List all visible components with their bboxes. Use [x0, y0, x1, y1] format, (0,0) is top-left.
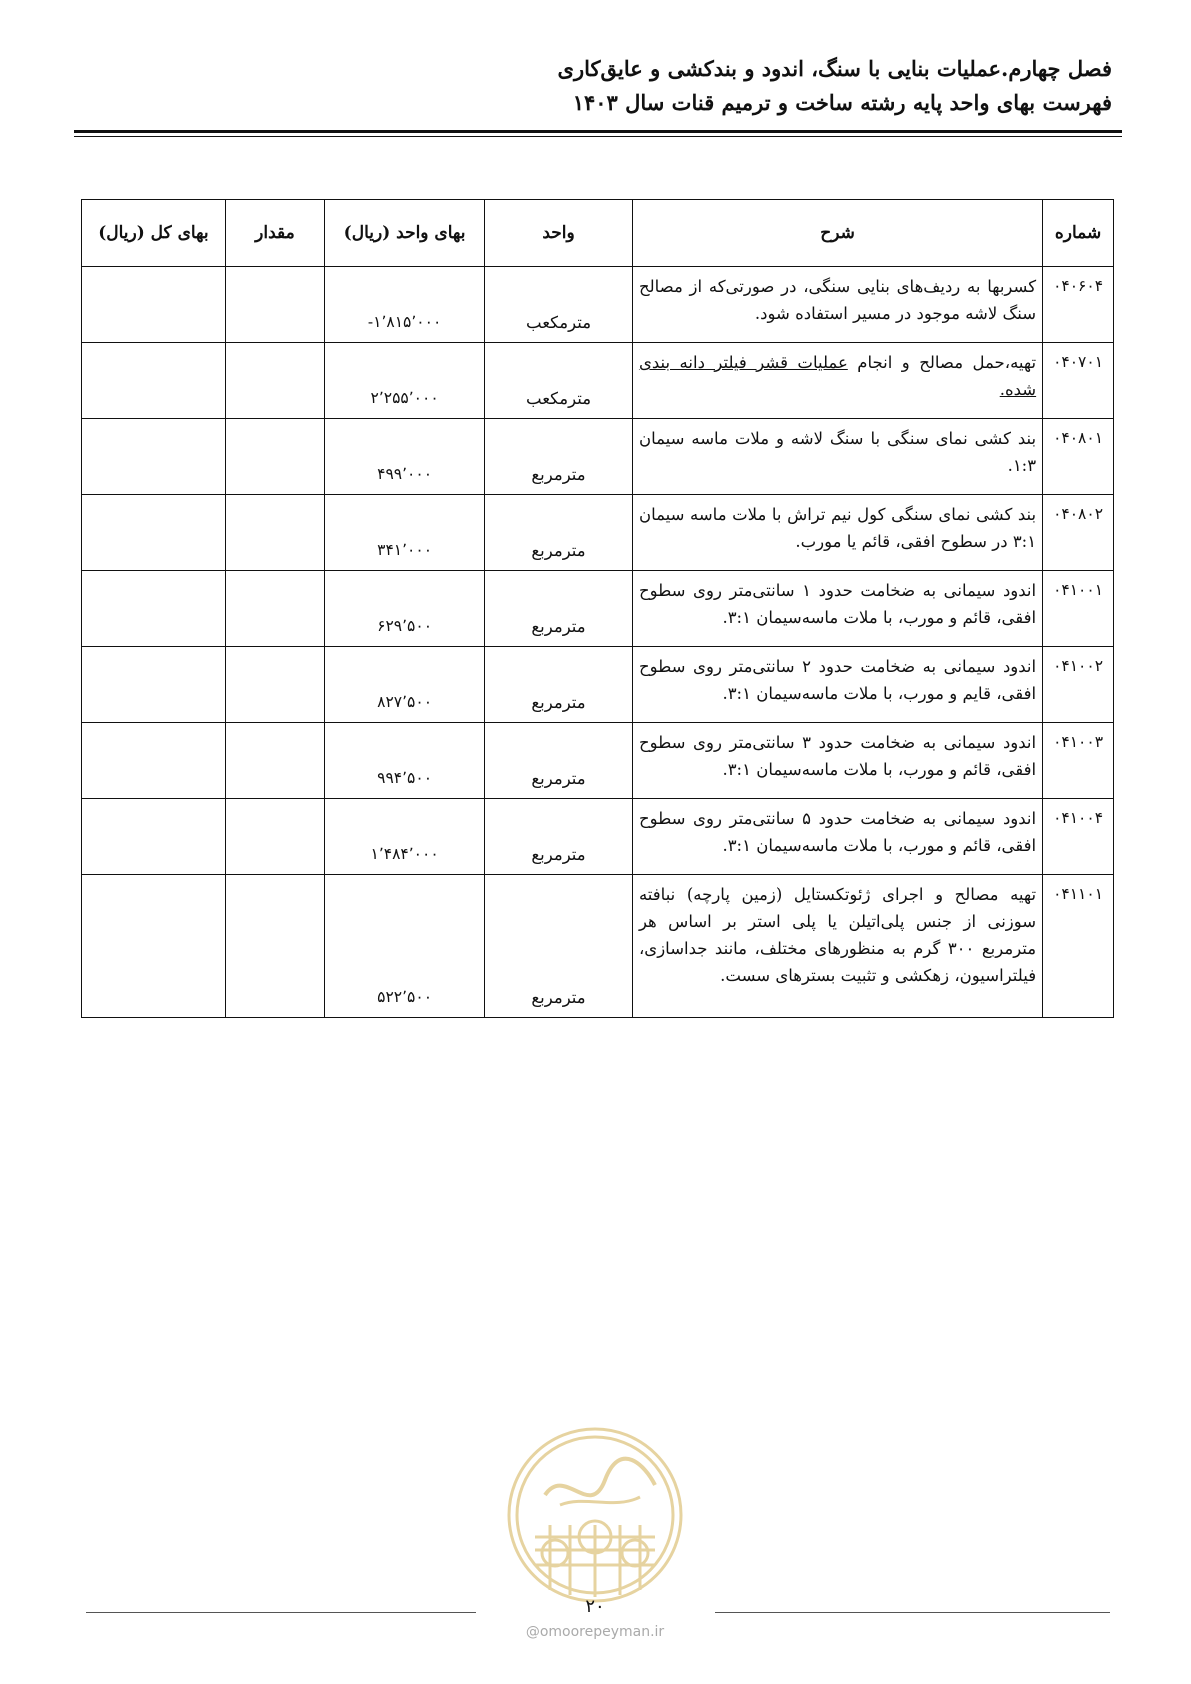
- item-description: اندود سیمانی به ضخامت حدود ۲ سانتی‌متر روی سطوح افقی، قایم و مورب، با ملات ماسه‌سیمان ۳:۱.: [632, 647, 1042, 723]
- item-total: [82, 419, 226, 495]
- item-quantity: [225, 419, 324, 495]
- item-description: اندود سیمانی به ضخامت حدود ۳ سانتی‌متر روی سطوح افقی، قائم و مورب، با ملات ماسه‌سیمان ۳:۱.: [632, 723, 1042, 799]
- item-code: ۰۴۱۱۰۱: [1043, 875, 1114, 1018]
- page-header: [74, 52, 1112, 120]
- item-total: [82, 267, 226, 343]
- item-unit-price: ۱٬۴۸۴٬۰۰۰: [325, 799, 485, 875]
- item-code: ۰۴۰۸۰۲: [1043, 495, 1114, 571]
- item-unit: مترمربع: [485, 419, 633, 495]
- item-quantity: [225, 723, 324, 799]
- item-code: ۰۴۱۰۰۴: [1043, 799, 1114, 875]
- table-row: [82, 571, 1114, 647]
- item-quantity: [225, 495, 324, 571]
- item-unit-price: ۹۹۴٬۵۰۰: [325, 723, 485, 799]
- item-quantity: [225, 875, 324, 1018]
- item-total: [82, 723, 226, 799]
- col-header-unit: واحد: [485, 200, 633, 267]
- item-description-plain: تهیه،حمل مصالح و انجام: [847, 353, 1037, 372]
- item-code: ۰۴۰۶۰۴: [1043, 267, 1114, 343]
- item-unit: مترمربع: [485, 571, 633, 647]
- table-header-row: [82, 200, 1114, 267]
- item-unit-price: -۱٬۸۱۵٬۰۰۰: [325, 267, 485, 343]
- item-code: ۰۴۱۰۰۳: [1043, 723, 1114, 799]
- table-row: [82, 495, 1114, 571]
- table-row: [82, 267, 1114, 343]
- item-code: ۰۴۱۰۰۱: [1043, 571, 1114, 647]
- item-description: تهیه مصالح و اجرای ژئوتکستایل (زمین پارچه) نبافته سوزنی از جنس پلی‌اتیلن یا پلی استر بر اساس هر مترمربع ۳۰۰ گرم به منظورهای مختلف، مانند جداسازی، فیلتراسیون، زهکشی و تثبیت بسترهای سست.: [632, 875, 1042, 1018]
- item-quantity: [225, 343, 324, 419]
- item-description: اندود سیمانی به ضخامت حدود ۵ سانتی‌متر روی سطوح افقی، قائم و مورب، با ملات ماسه‌سیمان ۳:۱.: [632, 799, 1042, 875]
- item-quantity: [225, 799, 324, 875]
- footer-url: @omoorepeyman.ir: [525, 1624, 665, 1640]
- col-header-quantity: مقدار: [225, 200, 324, 267]
- table-row: [82, 343, 1114, 419]
- item-code: ۰۴۰۷۰۱: [1043, 343, 1114, 419]
- item-description: [632, 343, 1042, 419]
- item-unit: مترمربع: [485, 723, 633, 799]
- footer-rule-right: [715, 1612, 1110, 1613]
- item-unit: مترمربع: [485, 647, 633, 723]
- col-header-desc: شرح: [632, 200, 1042, 267]
- item-total: [82, 799, 226, 875]
- item-unit: مترمربع: [485, 495, 633, 571]
- item-unit-price: ۶۲۹٬۵۰۰: [325, 571, 485, 647]
- item-code: ۰۴۰۸۰۱: [1043, 419, 1114, 495]
- col-header-code: شماره: [1043, 200, 1114, 267]
- item-description-underlined: عملیات قشر فیلتر دانه بندی شده.: [638, 353, 1037, 399]
- item-quantity: [225, 267, 324, 343]
- item-unit: مترمربع: [485, 875, 633, 1018]
- item-quantity: [225, 571, 324, 647]
- item-description: اندود سیمانی به ضخامت حدود ۱ سانتی‌متر روی سطوح افقی، قائم و مورب، با ملات ماسه‌سیمان ۳:۱.: [632, 571, 1042, 647]
- item-total: [82, 343, 226, 419]
- item-code: ۰۴۱۰۰۲: [1043, 647, 1114, 723]
- document-title: فهرست بهای واحد پایه رشته ساخت و ترمیم قنات سال ۱۴۰۳: [572, 90, 1112, 115]
- col-header-unit-price: بهای واحد (ریال): [325, 200, 485, 267]
- item-unit: مترمکعب: [485, 343, 633, 419]
- item-unit-price: ۲٬۲۵۵٬۰۰۰: [325, 343, 485, 419]
- item-total: [82, 495, 226, 571]
- header-rule-thin: [74, 136, 1122, 137]
- price-list-table: [81, 199, 1114, 1018]
- table-row: [82, 799, 1114, 875]
- table-row: [82, 723, 1114, 799]
- table-row: [82, 647, 1114, 723]
- item-total: [82, 875, 226, 1018]
- item-unit: مترمکعب: [485, 267, 633, 343]
- item-total: [82, 571, 226, 647]
- header-rule-thick: [74, 130, 1122, 133]
- item-unit-price: ۵۲۲٬۵۰۰: [325, 875, 485, 1018]
- footer-rule-left: [86, 1612, 476, 1613]
- item-description: بند کشی نمای سنگی با سنگ لاشه و ملات ماسه سیمان ۱:۳.: [632, 419, 1042, 495]
- item-unit-price: ۳۴۱٬۰۰۰: [325, 495, 485, 571]
- table-row: [82, 875, 1114, 1018]
- item-quantity: [225, 647, 324, 723]
- col-header-total: بهای کل (ریال): [82, 200, 226, 267]
- watermark-seal-icon: [505, 1425, 685, 1605]
- chapter-title: فصل چهارم.عملیات بنایی با سنگ، اندود و بندکشی و عایق‌کاری: [557, 56, 1112, 81]
- table-row: [82, 419, 1114, 495]
- item-description: بند کشی نمای سنگی کول نیم تراش با ملات ماسه سیمان ۳:۱ در سطوح افقی، قائم یا مورب.: [632, 495, 1042, 571]
- item-unit-price: ۴۹۹٬۰۰۰: [325, 419, 485, 495]
- item-unit: مترمربع: [485, 799, 633, 875]
- page-number: ۲۰: [585, 1596, 605, 1617]
- item-total: [82, 647, 226, 723]
- item-description: کسربها به ردیف‌های بنایی سنگی، در صورتی‌که از مصالح سنگ لاشه موجود در مسیر استفاده شود.: [632, 267, 1042, 343]
- item-unit-price: ۸۲۷٬۵۰۰: [325, 647, 485, 723]
